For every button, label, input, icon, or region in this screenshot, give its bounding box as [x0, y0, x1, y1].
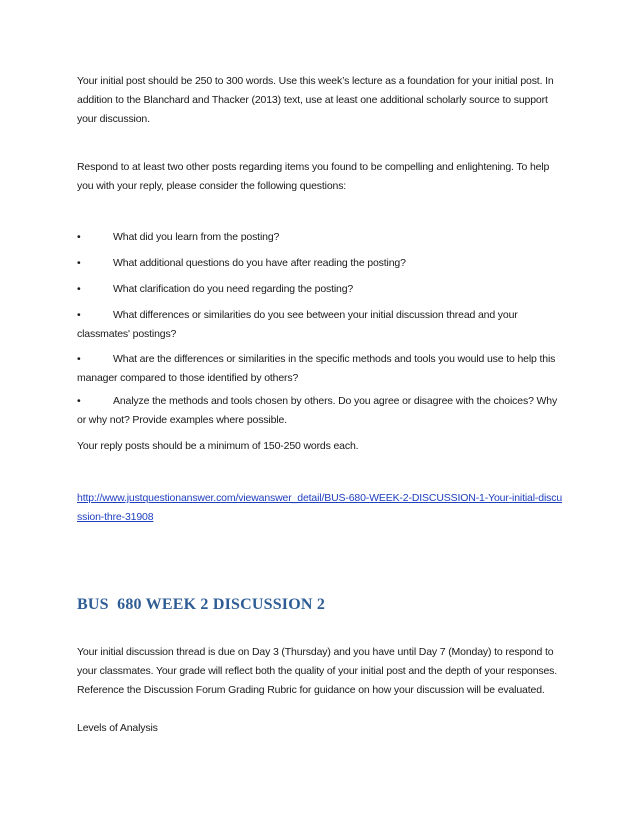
reply-minimum-paragraph: Your reply posts should be a minimum of 150-250 words each.	[77, 440, 359, 452]
section-heading: BUS 680 WEEK 2 DISCUSSION 2	[77, 596, 326, 613]
bullet-icon: •	[77, 395, 81, 407]
question-item	[77, 228, 567, 247]
question-text: What differences or similarities do you see between your initial discussion thread and your classmates' postings?	[77, 309, 518, 340]
levels-of-analysis-text: Levels of Analysis	[77, 722, 158, 734]
bullet-icon: •	[77, 231, 81, 243]
question-text: What additional questions do you have after reading the posting?	[113, 257, 406, 269]
question-text: What clarification do you need regarding the posting?	[113, 283, 354, 295]
question-text: What are the differences or similarities in the specific methods and tools you would use to help this manager compared to those identified by others?	[77, 353, 556, 384]
intro-paragraph: Your initial post should be 250 to 300 words. Use this week’s lecture as a foundation for your initial post. In addition to the Blanchard and Thacker (2013) text, use at least one additional scholarly source to support your discussion.	[77, 75, 554, 125]
question-text: What did you learn from the posting?	[113, 231, 280, 243]
bullet-icon: •	[77, 257, 81, 269]
discussion-link[interactable]: http://www.justquestionanswer.com/viewanswer_detail/BUS-680-WEEK-2-DISCUSSION-1-Your-initial-discussion-thre-31908	[77, 492, 563, 523]
question-item	[77, 392, 567, 430]
bullet-icon: •	[77, 353, 81, 365]
question-item	[77, 350, 567, 388]
question-item	[77, 280, 567, 299]
bullet-icon: •	[77, 283, 81, 295]
question-item	[77, 306, 567, 344]
bullet-icon: •	[77, 309, 81, 321]
question-item	[77, 254, 567, 273]
respond-paragraph: Respond to at least two other posts regarding items you found to be compelling and enlightening. To help you with your reply, please consider the following questions:	[77, 161, 550, 192]
discussion-2-intro-paragraph: Your initial discussion thread is due on Day 3 (Thursday) and you have until Day 7 (Monday) to respond to your classmates. Your grade will reflect both the quality of your initial post and the depth of your responses. Reference the Discussion Forum Grading Rubric for guidance on how your discussion will be evaluated.	[77, 646, 558, 696]
question-text: Analyze the methods and tools chosen by others. Do you agree or disagree with the choices? Why or why not? Provide examples where possible.	[77, 395, 558, 426]
